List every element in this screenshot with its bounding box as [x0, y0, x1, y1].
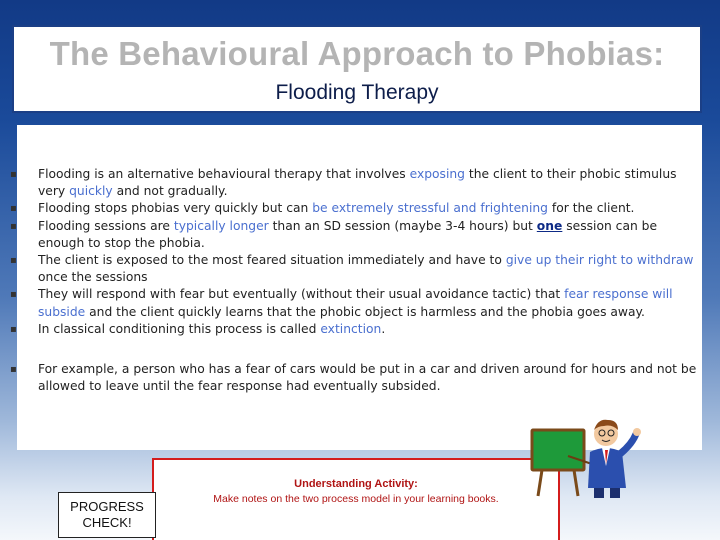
bullet-item — [0, 200, 700, 217]
activity-instruction: Make notes on the two process model in your learning books. — [213, 493, 499, 505]
activity-title: Understanding Activity: — [294, 478, 418, 490]
bullet-text: . — [381, 321, 386, 336]
bullet-text: Flooding stops phobias very quickly but can — [38, 201, 313, 216]
bullet-item — [0, 321, 700, 338]
bullet-text: Flooding is an alternative behavioural therapy that involves — [38, 167, 410, 181]
title-panel — [12, 25, 702, 113]
progress-check-box — [58, 492, 156, 538]
bullet-item — [0, 252, 700, 286]
bullet-text: the client to their phobic stimulus very — [38, 167, 677, 199]
progress-check-line-2: CHECK! — [82, 515, 132, 530]
bullet-text: For example, a person who has a fear of cars would be put in a car and driven around for hours and not be allowed to leave until the fear response had eventually subsided. — [38, 362, 697, 394]
bullet-text: They will respond with fear but eventually (without their usual avoidance tactic) that — [38, 287, 565, 302]
progress-check-line-1: PROGRESS — [70, 499, 144, 514]
bullet-text: The client is exposed to the most feared situation immediately and have to — [38, 253, 506, 268]
bullet-text: and the client quickly learns that the phobic object is harmless and the phobia goes away. — [85, 304, 645, 319]
bullet-highlight: one — [536, 218, 563, 233]
slide-title: The Behavioural Approach to Phobias: — [49, 35, 665, 72]
bullet-list — [0, 166, 700, 395]
bullet-highlight: give up their right to withdraw — [505, 253, 694, 268]
bullet-highlight: be extremely stressful and frightening — [312, 201, 548, 216]
bullet-highlight: extinction — [320, 321, 382, 336]
bullet-highlight: typically longer — [173, 218, 269, 233]
bullet-highlight: exposing — [409, 167, 465, 181]
bullet-text: In classical conditioning this process is called — [38, 321, 321, 336]
bullet-text: once the sessions — [38, 270, 148, 285]
slide-subtitle: Flooding Therapy — [275, 81, 439, 104]
bullet-item — [0, 218, 700, 252]
bullet-item — [0, 166, 700, 200]
bullet-highlight: fear response will subside — [38, 287, 673, 319]
bullet-item — [0, 286, 700, 320]
teacher-clipart-icon — [528, 404, 648, 500]
bullet-text: for the client. — [547, 201, 635, 216]
bullet-text: session can be enough to stop the phobia. — [38, 218, 658, 250]
bullet-text: Flooding sessions are — [38, 218, 174, 233]
bullet-highlight: quickly — [69, 184, 113, 199]
bullet-item — [0, 361, 700, 395]
bullet-text: and not gradually. — [112, 184, 228, 199]
bullet-text: than an SD session (maybe 3-4 hours) but — [268, 218, 537, 233]
